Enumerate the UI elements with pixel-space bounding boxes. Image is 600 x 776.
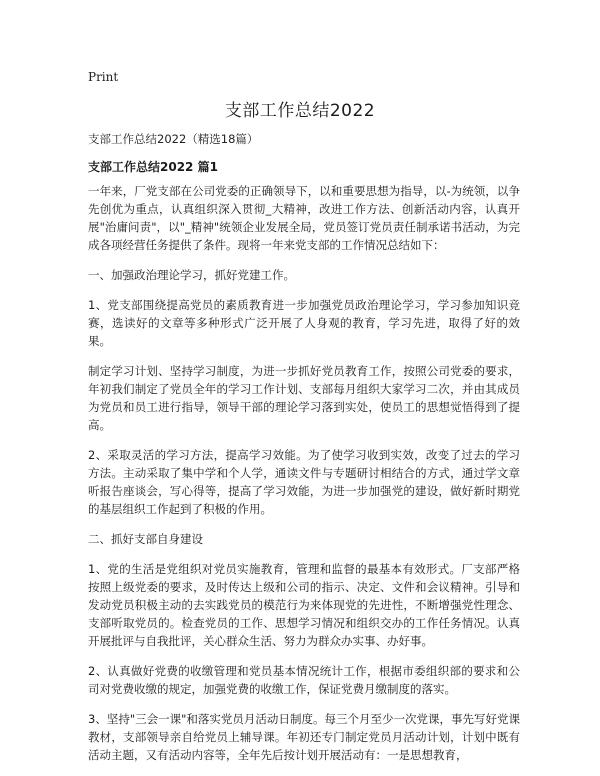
paragraph: 3、坚持"三会一课"和落实党员月活动日制度。每三个月至少一次党课，事先写好党课教材，支部领导亲自给党员上辅导课。年初还专门制定党员月活动计划，计划中既有活动主题，又有活动内容等，全年先后按计划开展活动有：一是思想教育， [88,712,520,762]
paragraph: 1、党的生活是党组织对党员实施教育，管理和监督的最基本有效形式。厂支部严格按照上级党委的要求，及时传达上级和公司的指示、决定、文件和会议精神。引导和发动党员积极主动的去实践党员的模范行为来体现党的先进性，不断增强党性理念、支部听取党员的。检查党员的工作、思想学习情况和组织交办的工作任务情况。认真开展批评与自我批评，关心群众生活、努力为群众办实事、办好事。 [88,562,520,648]
page-title: 支部工作总结2022 [224,101,376,121]
paragraph: 一年来，厂党支部在公司党委的正确领导下，以和重要思想为指导，以-为统领，以争先创优为重点，认真组织深入贯彻_大精神，改进工作方法、创新活动内容，认真开展"治庸问责"，以"_精神"统领企业发展全局，党员签订党员责任制承诺书活动，为完成各项经营任务提供了条件。现将一年来党支部的工作情况总结如下： [88,184,520,252]
print-label: Print [88,70,119,84]
section-heading: 支部工作总结2022 篇1 [88,160,218,174]
paragraph: 一、加强政治理论学习，抓好党建工作。 [88,268,295,282]
paragraph: 1、党支部围绕提高党员的素质教育进一步加强党员政治理论学习，学习参加知识竞赛，选读好的文章等多种形式广泛开展了人身观的教育，学习先进，取得了好的效果。 [88,298,520,348]
document-body [88,182,520,776]
paragraph: 二、抓好支部自身建设 [88,532,203,546]
document-subtitle: 支部工作总结2022（精选18篇） [88,132,259,146]
paragraph: 制定学习计划、坚持学习制度，为进一步抓好党员教育工作，按照公司党委的要求，年初我们制定了党员全年的学习工作计划、支部每月组织大家学习二次，并由其成员为党员和员工进行指导，领导干部的理论学习落到实处，使员工的思想觉悟得到了提高。 [88,364,520,432]
paragraph: 2、采取灵活的学习方法，提高学习效能。为了使学习收到实效，改变了过去的学习方法。主动采取了集中学和个人学，通读文件与专题研讨相结合的方式，通过学文章听报告座谈会，写心得等，提高了学习效能，为进一步加强党的建设，做好新时期党的基层组织工作起到了积极的作用。 [88,448,520,516]
paragraph: 2、认真做好党费的收缴管理和党员基本情况统计工作，根据市委组织部的要求和公司对党费收缴的规定，加强党费的收缴工作，保证党费月缴制度的落实。 [88,664,520,696]
